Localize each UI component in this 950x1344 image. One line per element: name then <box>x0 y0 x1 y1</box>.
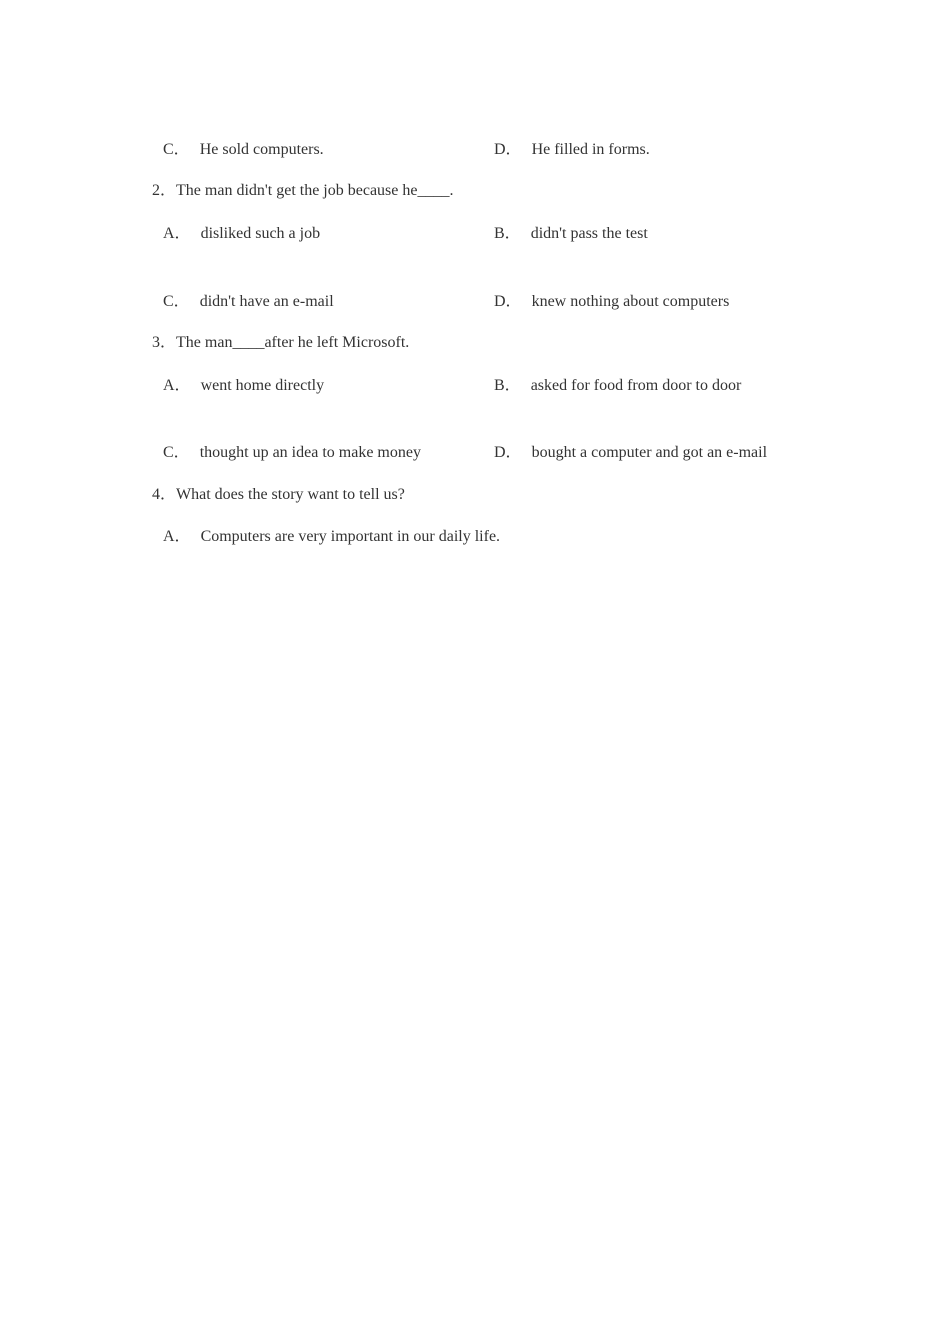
q2-option-b <box>486 204 648 244</box>
question-number: 3． <box>152 334 177 351</box>
option-letter: C． <box>163 141 190 158</box>
option-text: didn't pass the test <box>530 225 648 242</box>
option-letter: D． <box>494 444 522 461</box>
q2-option-a <box>155 204 320 244</box>
q3-option-b <box>486 356 741 396</box>
question-number: 2． <box>152 182 177 199</box>
question-text: What does the story want to tell us? <box>176 486 405 503</box>
q2-option-d <box>486 272 729 312</box>
option-text: bought a computer and got an e-mail <box>531 444 768 461</box>
question-number: 4． <box>152 486 177 503</box>
q3-option-d <box>486 423 767 463</box>
q3-option-a <box>155 356 324 396</box>
option-text: Computers are very important in our daily life. <box>200 528 501 545</box>
option-text: He filled in forms. <box>531 141 650 158</box>
option-text: thought up an idea to make money <box>199 444 421 461</box>
option-text: went home directly <box>200 377 325 394</box>
q1-option-d <box>486 120 650 160</box>
option-text: asked for food from door to door <box>530 377 742 394</box>
option-text: disliked such a job <box>200 225 321 242</box>
q4-option-a <box>155 507 500 547</box>
q3-stem <box>144 313 409 353</box>
option-letter: D． <box>494 141 522 158</box>
option-letter: B． <box>494 225 521 242</box>
q4-stem <box>144 465 405 505</box>
q1-option-c <box>155 120 324 160</box>
option-letter: C． <box>163 444 190 461</box>
q3-option-c <box>155 423 421 463</box>
q2-stem <box>144 161 453 201</box>
option-letter: A． <box>163 528 191 545</box>
option-letter: A． <box>163 377 191 394</box>
q2-option-c <box>155 272 334 312</box>
option-text: didn't have an e-mail <box>199 293 334 310</box>
option-letter: A． <box>163 225 191 242</box>
option-letter: D． <box>494 293 522 310</box>
question-text: The man didn't get the job because he____. <box>176 182 454 199</box>
question-text: The man____after he left Microsoft. <box>176 334 410 351</box>
option-letter: C． <box>163 293 190 310</box>
option-text: He sold computers. <box>199 141 324 158</box>
option-letter: B． <box>494 377 521 394</box>
option-text: knew nothing about computers <box>531 293 730 310</box>
